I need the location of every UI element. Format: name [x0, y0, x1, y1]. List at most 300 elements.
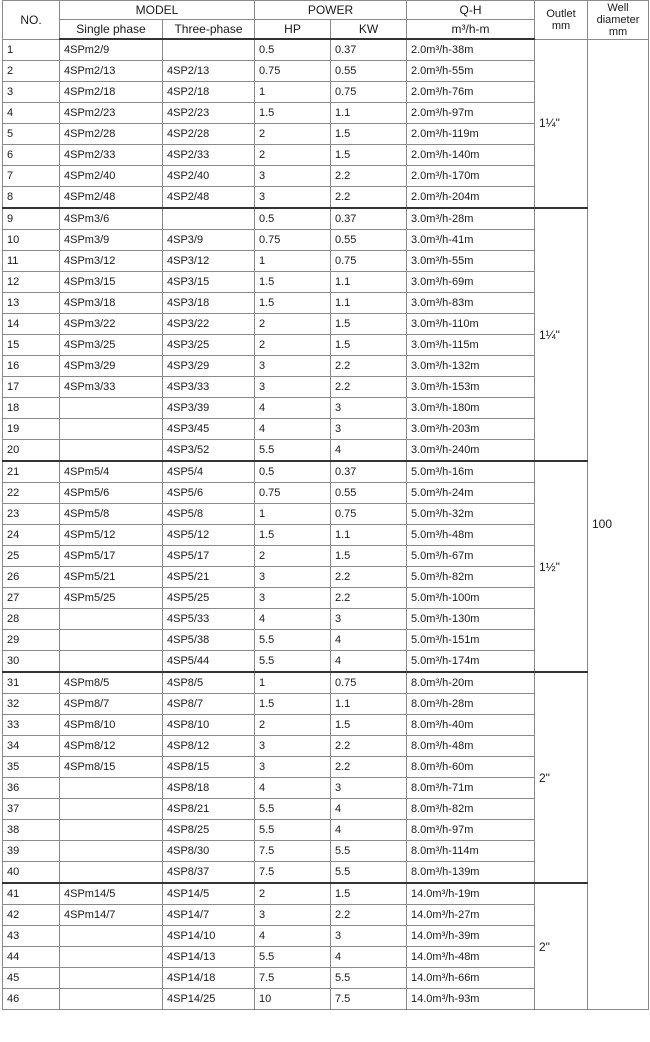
cell-three-phase-model: 4SP14/18 — [163, 968, 255, 989]
cell-qh: 14.0m³/h-48m — [407, 947, 535, 968]
cell-hp: 4 — [255, 926, 331, 947]
cell-three-phase-model: 4SP3/52 — [163, 440, 255, 462]
cell-hp: 10 — [255, 989, 331, 1010]
cell-three-phase-model: 4SP3/45 — [163, 419, 255, 440]
cell-kw: 2.2 — [331, 757, 407, 778]
cell-kw: 4 — [331, 651, 407, 673]
cell-hp: 1.5 — [255, 272, 331, 293]
cell-no: 19 — [3, 419, 60, 440]
cell-no: 2 — [3, 61, 60, 82]
cell-hp: 1 — [255, 504, 331, 525]
cell-qh: 5.0m³/h-174m — [407, 651, 535, 673]
cell-three-phase-model: 4SP2/18 — [163, 82, 255, 103]
cell-qh: 5.0m³/h-32m — [407, 504, 535, 525]
cell-no: 7 — [3, 166, 60, 187]
header-power: POWER — [255, 1, 407, 20]
cell-hp: 1 — [255, 672, 331, 694]
cell-kw: 1.5 — [331, 124, 407, 145]
cell-no: 45 — [3, 968, 60, 989]
cell-three-phase-model: 4SP14/25 — [163, 989, 255, 1010]
cell-qh: 3.0m³/h-180m — [407, 398, 535, 419]
cell-kw: 0.75 — [331, 672, 407, 694]
cell-hp: 1.5 — [255, 525, 331, 546]
cell-qh: 8.0m³/h-139m — [407, 862, 535, 884]
cell-no: 1 — [3, 39, 60, 61]
cell-no: 37 — [3, 799, 60, 820]
cell-hp: 3 — [255, 166, 331, 187]
cell-no: 8 — [3, 187, 60, 209]
cell-no: 5 — [3, 124, 60, 145]
cell-outlet: 1½" — [535, 461, 588, 672]
cell-kw: 4 — [331, 630, 407, 651]
cell-single-phase-model — [60, 926, 163, 947]
cell-three-phase-model: 4SP3/25 — [163, 335, 255, 356]
cell-hp: 7.5 — [255, 841, 331, 862]
cell-kw: 5.5 — [331, 968, 407, 989]
cell-no: 36 — [3, 778, 60, 799]
header-three-phase: Three-phase — [163, 20, 255, 40]
cell-kw: 2.2 — [331, 356, 407, 377]
cell-hp: 2 — [255, 124, 331, 145]
cell-kw: 0.55 — [331, 483, 407, 504]
cell-qh: 8.0m³/h-71m — [407, 778, 535, 799]
cell-hp: 4 — [255, 419, 331, 440]
cell-no: 38 — [3, 820, 60, 841]
cell-hp: 0.75 — [255, 61, 331, 82]
cell-single-phase-model: 4SPm3/29 — [60, 356, 163, 377]
cell-three-phase-model: 4SP3/29 — [163, 356, 255, 377]
cell-single-phase-model: 4SPm14/7 — [60, 905, 163, 926]
cell-hp: 1.5 — [255, 694, 331, 715]
cell-kw: 4 — [331, 820, 407, 841]
cell-hp: 2 — [255, 546, 331, 567]
cell-three-phase-model: 4SP5/44 — [163, 651, 255, 673]
cell-three-phase-model: 4SP14/10 — [163, 926, 255, 947]
table-row — [3, 39, 649, 61]
cell-no: 29 — [3, 630, 60, 651]
cell-single-phase-model: 4SPm8/7 — [60, 694, 163, 715]
cell-no: 4 — [3, 103, 60, 124]
cell-single-phase-model: 4SPm2/28 — [60, 124, 163, 145]
cell-single-phase-model: 4SPm2/48 — [60, 187, 163, 209]
cell-kw: 1.5 — [331, 145, 407, 166]
cell-three-phase-model: 4SP3/39 — [163, 398, 255, 419]
cell-hp: 0.75 — [255, 230, 331, 251]
cell-no: 25 — [3, 546, 60, 567]
cell-hp: 3 — [255, 356, 331, 377]
cell-outlet: 2" — [535, 883, 588, 1010]
table-row — [3, 461, 649, 483]
cell-three-phase-model: 4SP3/22 — [163, 314, 255, 335]
cell-single-phase-model: 4SPm5/17 — [60, 546, 163, 567]
cell-kw: 1.5 — [331, 883, 407, 905]
cell-single-phase-model: 4SPm3/33 — [60, 377, 163, 398]
cell-kw: 2.2 — [331, 187, 407, 209]
cell-qh: 5.0m³/h-24m — [407, 483, 535, 504]
cell-qh: 2.0m³/h-204m — [407, 187, 535, 209]
cell-no: 39 — [3, 841, 60, 862]
cell-single-phase-model: 4SPm8/15 — [60, 757, 163, 778]
cell-qh: 3.0m³/h-240m — [407, 440, 535, 462]
cell-kw: 1.1 — [331, 103, 407, 124]
cell-qh: 3.0m³/h-83m — [407, 293, 535, 314]
cell-kw: 1.5 — [331, 715, 407, 736]
cell-hp: 7.5 — [255, 968, 331, 989]
cell-single-phase-model: 4SPm3/9 — [60, 230, 163, 251]
table-row — [3, 672, 649, 694]
cell-kw: 3 — [331, 926, 407, 947]
cell-single-phase-model: 4SPm5/6 — [60, 483, 163, 504]
cell-qh: 2.0m³/h-140m — [407, 145, 535, 166]
cell-three-phase-model: 4SP3/12 — [163, 251, 255, 272]
cell-single-phase-model — [60, 440, 163, 462]
table-row — [3, 208, 649, 230]
cell-hp: 5.5 — [255, 820, 331, 841]
cell-outlet: 2" — [535, 672, 588, 883]
cell-hp: 0.5 — [255, 208, 331, 230]
cell-kw: 0.75 — [331, 504, 407, 525]
cell-single-phase-model: 4SPm3/25 — [60, 335, 163, 356]
cell-three-phase-model: 4SP5/33 — [163, 609, 255, 630]
cell-kw: 4 — [331, 799, 407, 820]
cell-single-phase-model: 4SPm3/12 — [60, 251, 163, 272]
cell-three-phase-model: 4SP8/10 — [163, 715, 255, 736]
cell-single-phase-model: 4SPm2/18 — [60, 82, 163, 103]
cell-no: 32 — [3, 694, 60, 715]
cell-kw: 0.37 — [331, 461, 407, 483]
cell-single-phase-model: 4SPm2/23 — [60, 103, 163, 124]
cell-qh: 3.0m³/h-28m — [407, 208, 535, 230]
cell-no: 28 — [3, 609, 60, 630]
cell-kw: 4 — [331, 440, 407, 462]
header-single-phase: Single phase — [60, 20, 163, 40]
cell-qh: 2.0m³/h-55m — [407, 61, 535, 82]
cell-kw: 7.5 — [331, 989, 407, 1010]
cell-no: 18 — [3, 398, 60, 419]
cell-qh: 14.0m³/h-39m — [407, 926, 535, 947]
cell-qh: 5.0m³/h-16m — [407, 461, 535, 483]
cell-outlet: 1¼" — [535, 39, 588, 208]
cell-three-phase-model: 4SP8/12 — [163, 736, 255, 757]
cell-hp: 2 — [255, 715, 331, 736]
cell-kw: 5.5 — [331, 841, 407, 862]
header-model: MODEL — [60, 1, 255, 20]
cell-qh: 5.0m³/h-67m — [407, 546, 535, 567]
cell-no: 31 — [3, 672, 60, 694]
cell-qh: 3.0m³/h-41m — [407, 230, 535, 251]
cell-single-phase-model: 4SPm2/9 — [60, 39, 163, 61]
cell-hp: 5.5 — [255, 947, 331, 968]
cell-single-phase-model — [60, 947, 163, 968]
cell-qh: 8.0m³/h-20m — [407, 672, 535, 694]
cell-no: 11 — [3, 251, 60, 272]
cell-kw: 1.1 — [331, 694, 407, 715]
cell-hp: 1.5 — [255, 293, 331, 314]
cell-kw: 2.2 — [331, 588, 407, 609]
cell-three-phase-model: 4SP14/13 — [163, 947, 255, 968]
cell-three-phase-model: 4SP5/25 — [163, 588, 255, 609]
cell-qh: 14.0m³/h-19m — [407, 883, 535, 905]
cell-no: 17 — [3, 377, 60, 398]
cell-three-phase-model: 4SP2/23 — [163, 103, 255, 124]
cell-three-phase-model: 4SP5/12 — [163, 525, 255, 546]
header-qh: Q-H — [407, 1, 535, 20]
pump-spec-table — [2, 0, 649, 1010]
cell-kw: 0.55 — [331, 230, 407, 251]
cell-single-phase-model: 4SPm3/6 — [60, 208, 163, 230]
cell-hp: 4 — [255, 609, 331, 630]
cell-qh: 8.0m³/h-40m — [407, 715, 535, 736]
cell-kw: 1.5 — [331, 546, 407, 567]
cell-three-phase-model: 4SP3/33 — [163, 377, 255, 398]
cell-three-phase-model — [163, 39, 255, 61]
header-hp: HP — [255, 20, 331, 40]
cell-qh: 3.0m³/h-55m — [407, 251, 535, 272]
cell-hp: 0.5 — [255, 39, 331, 61]
cell-qh: 2.0m³/h-170m — [407, 166, 535, 187]
cell-qh: 5.0m³/h-151m — [407, 630, 535, 651]
cell-three-phase-model: 4SP8/15 — [163, 757, 255, 778]
cell-three-phase-model: 4SP5/38 — [163, 630, 255, 651]
header-well-diameter: Well diameter mm — [588, 1, 649, 40]
cell-single-phase-model — [60, 630, 163, 651]
cell-no: 15 — [3, 335, 60, 356]
cell-no: 34 — [3, 736, 60, 757]
table-body — [3, 39, 649, 1010]
cell-no: 26 — [3, 567, 60, 588]
cell-qh: 2.0m³/h-119m — [407, 124, 535, 145]
cell-no: 35 — [3, 757, 60, 778]
cell-three-phase-model: 4SP2/40 — [163, 166, 255, 187]
cell-single-phase-model: 4SPm2/13 — [60, 61, 163, 82]
cell-qh: 5.0m³/h-48m — [407, 525, 535, 546]
cell-hp: 1.5 — [255, 103, 331, 124]
cell-qh: 3.0m³/h-115m — [407, 335, 535, 356]
cell-hp: 4 — [255, 398, 331, 419]
cell-hp: 0.75 — [255, 483, 331, 504]
cell-hp: 1 — [255, 82, 331, 103]
cell-hp: 2 — [255, 145, 331, 166]
cell-no: 46 — [3, 989, 60, 1010]
cell-three-phase-model: 4SP3/15 — [163, 272, 255, 293]
cell-no: 24 — [3, 525, 60, 546]
header-outlet-unit: mm — [551, 19, 571, 32]
cell-hp: 5.5 — [255, 440, 331, 462]
table-header — [3, 1, 649, 40]
cell-single-phase-model: 4SPm3/18 — [60, 293, 163, 314]
cell-single-phase-model — [60, 609, 163, 630]
cell-kw: 3 — [331, 419, 407, 440]
cell-hp: 3 — [255, 187, 331, 209]
cell-hp: 3 — [255, 736, 331, 757]
cell-hp: 3 — [255, 567, 331, 588]
cell-hp: 5.5 — [255, 630, 331, 651]
cell-three-phase-model: 4SP3/9 — [163, 230, 255, 251]
cell-kw: 4 — [331, 947, 407, 968]
cell-hp: 7.5 — [255, 862, 331, 884]
cell-no: 22 — [3, 483, 60, 504]
cell-three-phase-model: 4SP2/33 — [163, 145, 255, 166]
cell-qh: 8.0m³/h-82m — [407, 799, 535, 820]
cell-qh: 2.0m³/h-38m — [407, 39, 535, 61]
cell-three-phase-model — [163, 208, 255, 230]
cell-no: 40 — [3, 862, 60, 884]
cell-single-phase-model: 4SPm5/21 — [60, 567, 163, 588]
header-outlet — [535, 1, 588, 40]
cell-no: 27 — [3, 588, 60, 609]
cell-hp: 0.5 — [255, 461, 331, 483]
cell-qh: 5.0m³/h-82m — [407, 567, 535, 588]
cell-qh: 5.0m³/h-130m — [407, 609, 535, 630]
cell-qh: 14.0m³/h-27m — [407, 905, 535, 926]
cell-three-phase-model: 4SP8/25 — [163, 820, 255, 841]
cell-single-phase-model: 4SPm5/12 — [60, 525, 163, 546]
cell-hp: 3 — [255, 377, 331, 398]
cell-three-phase-model: 4SP3/18 — [163, 293, 255, 314]
cell-single-phase-model: 4SPm2/33 — [60, 145, 163, 166]
cell-kw: 3 — [331, 778, 407, 799]
cell-kw: 2.2 — [331, 166, 407, 187]
cell-kw: 1.5 — [331, 335, 407, 356]
cell-single-phase-model — [60, 778, 163, 799]
cell-single-phase-model: 4SPm5/25 — [60, 588, 163, 609]
table-row — [3, 883, 649, 905]
cell-kw: 3 — [331, 609, 407, 630]
cell-no: 30 — [3, 651, 60, 673]
cell-single-phase-model — [60, 989, 163, 1010]
cell-single-phase-model — [60, 398, 163, 419]
cell-three-phase-model: 4SP5/17 — [163, 546, 255, 567]
cell-kw: 1.1 — [331, 525, 407, 546]
cell-qh: 8.0m³/h-114m — [407, 841, 535, 862]
cell-three-phase-model: 4SP8/7 — [163, 694, 255, 715]
cell-qh: 3.0m³/h-153m — [407, 377, 535, 398]
cell-no: 20 — [3, 440, 60, 462]
cell-no: 13 — [3, 293, 60, 314]
cell-qh: 8.0m³/h-60m — [407, 757, 535, 778]
cell-qh: 3.0m³/h-203m — [407, 419, 535, 440]
cell-no: 10 — [3, 230, 60, 251]
cell-hp: 2 — [255, 883, 331, 905]
cell-single-phase-model — [60, 862, 163, 884]
cell-three-phase-model: 4SP2/13 — [163, 61, 255, 82]
cell-qh: 8.0m³/h-48m — [407, 736, 535, 757]
header-kw: KW — [331, 20, 407, 40]
cell-kw: 2.2 — [331, 567, 407, 588]
cell-single-phase-model: 4SPm3/15 — [60, 272, 163, 293]
cell-kw: 0.75 — [331, 82, 407, 103]
cell-hp: 3 — [255, 757, 331, 778]
cell-kw: 2.2 — [331, 736, 407, 757]
cell-kw: 0.55 — [331, 61, 407, 82]
cell-single-phase-model: 4SPm2/40 — [60, 166, 163, 187]
cell-single-phase-model: 4SPm8/12 — [60, 736, 163, 757]
cell-kw: 0.37 — [331, 208, 407, 230]
header-outlet-label: Outlet — [546, 7, 576, 20]
cell-single-phase-model — [60, 419, 163, 440]
cell-well-diameter: 100 — [588, 39, 649, 1010]
cell-hp: 2 — [255, 314, 331, 335]
cell-no: 6 — [3, 145, 60, 166]
cell-three-phase-model: 4SP14/7 — [163, 905, 255, 926]
cell-qh: 2.0m³/h-97m — [407, 103, 535, 124]
cell-hp: 5.5 — [255, 799, 331, 820]
cell-three-phase-model: 4SP2/48 — [163, 187, 255, 209]
cell-qh: 8.0m³/h-97m — [407, 820, 535, 841]
cell-qh: 14.0m³/h-93m — [407, 989, 535, 1010]
cell-hp: 5.5 — [255, 651, 331, 673]
cell-three-phase-model: 4SP5/4 — [163, 461, 255, 483]
cell-hp: 3 — [255, 905, 331, 926]
cell-no: 41 — [3, 883, 60, 905]
cell-kw: 3 — [331, 398, 407, 419]
cell-three-phase-model: 4SP8/21 — [163, 799, 255, 820]
cell-qh: 3.0m³/h-69m — [407, 272, 535, 293]
cell-outlet: 1¼" — [535, 208, 588, 461]
cell-no: 33 — [3, 715, 60, 736]
cell-single-phase-model — [60, 968, 163, 989]
cell-kw: 2.2 — [331, 905, 407, 926]
cell-no: 3 — [3, 82, 60, 103]
cell-qh: 8.0m³/h-28m — [407, 694, 535, 715]
cell-no: 21 — [3, 461, 60, 483]
cell-qh: 2.0m³/h-76m — [407, 82, 535, 103]
header-no: NO. — [3, 1, 60, 40]
cell-single-phase-model — [60, 820, 163, 841]
cell-no: 42 — [3, 905, 60, 926]
cell-single-phase-model — [60, 799, 163, 820]
cell-three-phase-model: 4SP2/28 — [163, 124, 255, 145]
cell-kw: 5.5 — [331, 862, 407, 884]
header-qh-unit: m³/h-m — [407, 20, 535, 40]
cell-hp: 1 — [255, 251, 331, 272]
cell-hp: 2 — [255, 335, 331, 356]
cell-hp: 4 — [255, 778, 331, 799]
cell-no: 43 — [3, 926, 60, 947]
cell-no: 12 — [3, 272, 60, 293]
cell-hp: 3 — [255, 588, 331, 609]
cell-qh: 3.0m³/h-110m — [407, 314, 535, 335]
cell-no: 14 — [3, 314, 60, 335]
cell-three-phase-model: 4SP8/30 — [163, 841, 255, 862]
cell-three-phase-model: 4SP8/5 — [163, 672, 255, 694]
cell-single-phase-model: 4SPm5/4 — [60, 461, 163, 483]
cell-single-phase-model: 4SPm14/5 — [60, 883, 163, 905]
cell-three-phase-model: 4SP8/18 — [163, 778, 255, 799]
cell-single-phase-model — [60, 841, 163, 862]
cell-kw: 2.2 — [331, 377, 407, 398]
cell-single-phase-model — [60, 651, 163, 673]
cell-qh: 3.0m³/h-132m — [407, 356, 535, 377]
cell-qh: 5.0m³/h-100m — [407, 588, 535, 609]
cell-kw: 0.37 — [331, 39, 407, 61]
cell-single-phase-model: 4SPm3/22 — [60, 314, 163, 335]
cell-no: 16 — [3, 356, 60, 377]
cell-no: 9 — [3, 208, 60, 230]
cell-no: 44 — [3, 947, 60, 968]
cell-kw: 1.1 — [331, 293, 407, 314]
cell-three-phase-model: 4SP5/8 — [163, 504, 255, 525]
cell-three-phase-model: 4SP5/21 — [163, 567, 255, 588]
cell-single-phase-model: 4SPm8/5 — [60, 672, 163, 694]
cell-single-phase-model: 4SPm5/8 — [60, 504, 163, 525]
cell-single-phase-model: 4SPm8/10 — [60, 715, 163, 736]
cell-three-phase-model: 4SP8/37 — [163, 862, 255, 884]
cell-three-phase-model: 4SP14/5 — [163, 883, 255, 905]
cell-kw: 1.1 — [331, 272, 407, 293]
cell-kw: 1.5 — [331, 314, 407, 335]
cell-three-phase-model: 4SP5/6 — [163, 483, 255, 504]
